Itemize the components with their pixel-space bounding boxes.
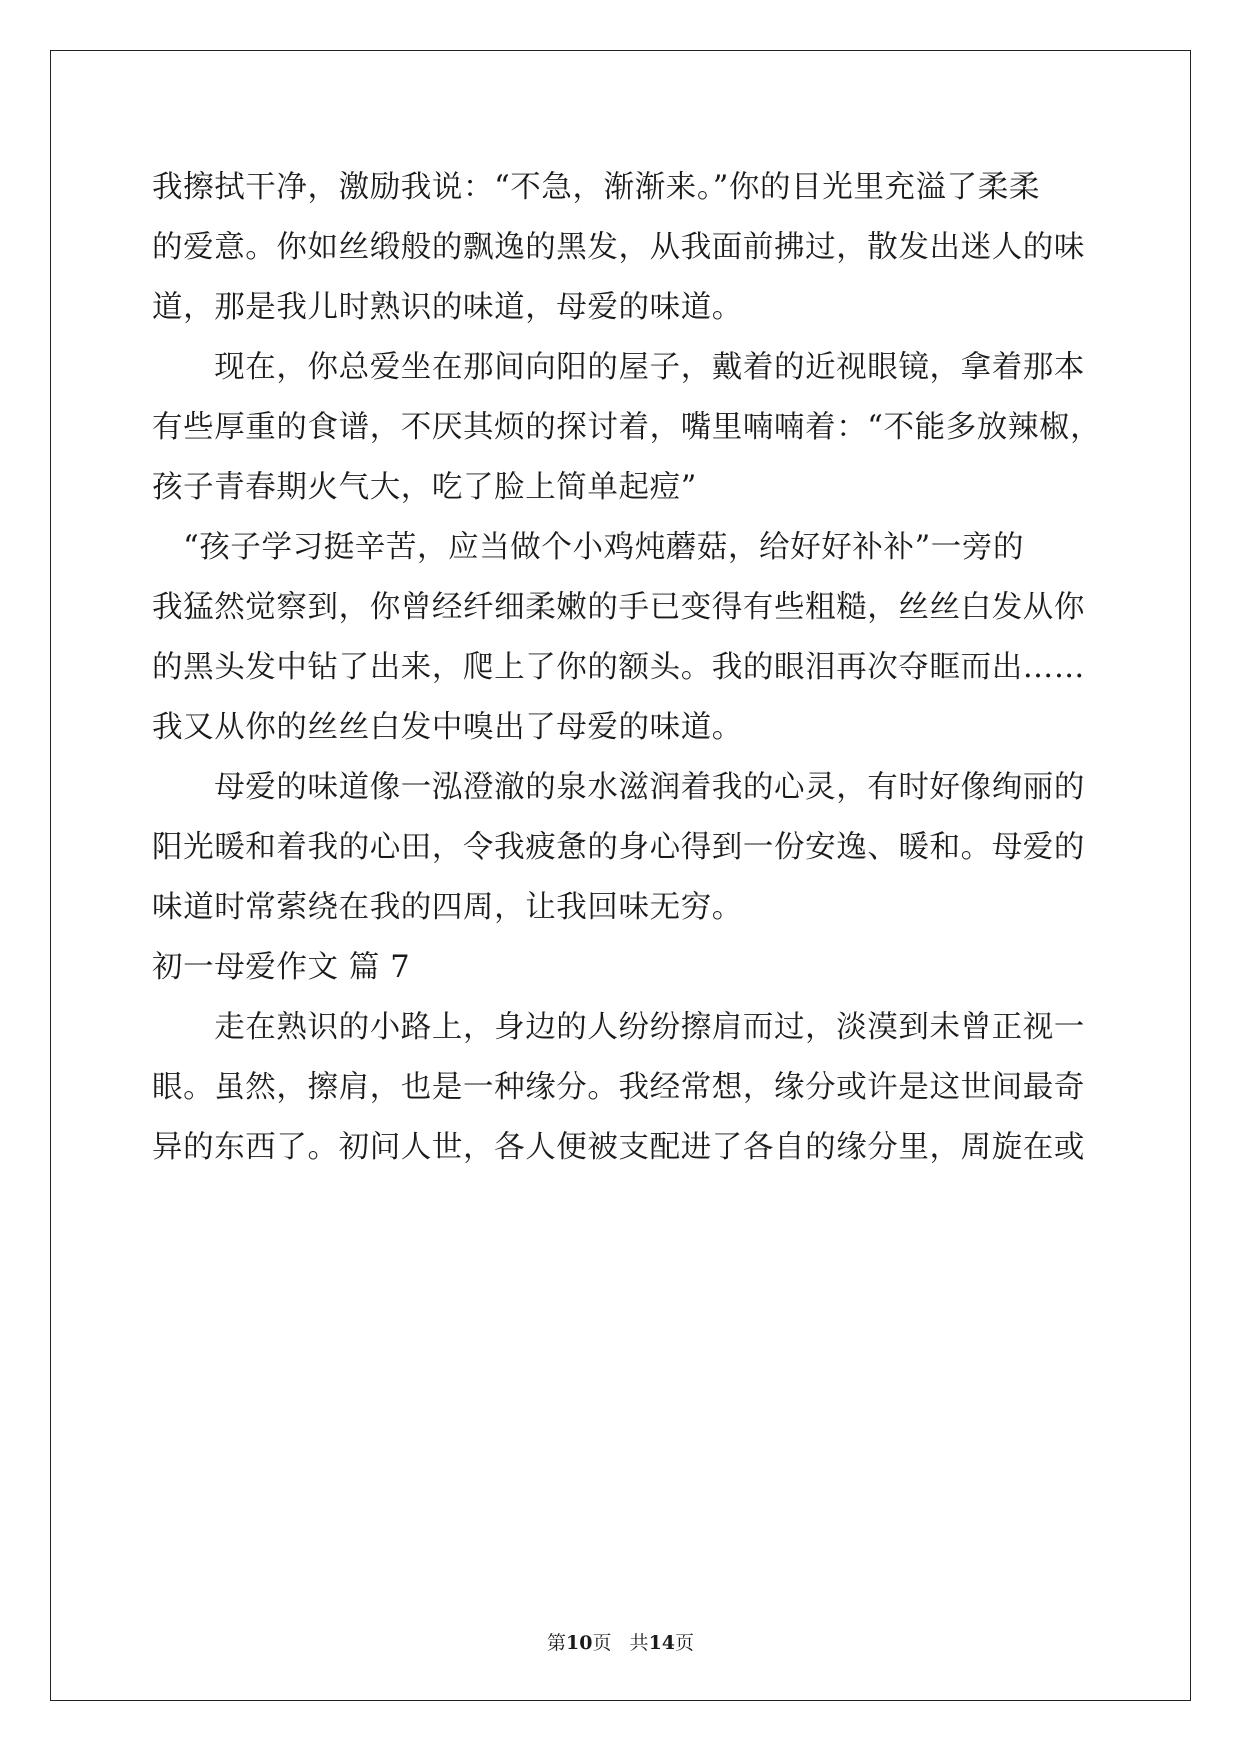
text-line: 的爱意。你如丝缎般的飘逸的黑发，从我面前拂过，散发出迷人的味 [152, 230, 1085, 265]
total-pages-number: 14 [648, 1632, 676, 1654]
document-body [152, 158, 1102, 1178]
footer-mid: 页 共 [592, 1632, 649, 1654]
text-line: 眼。虽然，擦肩，也是一种缘分。我经常想，缘分或许是这世间最奇 [152, 1070, 1085, 1105]
text-line: 现在，你总爱坐在那间向阳的屋子，戴着的近视眼镜，拿着那本 [152, 350, 1085, 385]
text-line: 母爱的味道像一泓澄澈的泉水滋润着我的心灵，有时好像绚丽的 [152, 770, 1085, 805]
text-line: “孩子学习挺辛苦，应当做个小鸡炖蘑菇，给好好补补”一旁的 [152, 530, 1025, 565]
text-line: 有些厚重的食谱，不厌其烦的探讨着，嘴里喃喃着：“不能多放辣椒， [152, 410, 1102, 445]
text-line: 我擦拭干净，激励我说：“不急，渐渐来。”你的目光里充溢了柔柔 [152, 170, 1040, 205]
text-line: 我猛然觉察到，你曾经纤细柔嫩的手已变得有些粗糙，丝丝白发从你 [152, 590, 1085, 625]
text-line: 的黑头发中钻了出来，爬上了你的额头。我的眼泪再次夺眶而出…… [152, 650, 1085, 685]
text-line: 阳光暖和着我的心田，令我疲惫的身心得到一份安逸、暖和。母爱的 [152, 830, 1085, 865]
text-line: 我又从你的丝丝白发中嗅出了母爱的味道。 [152, 710, 743, 745]
footer-suffix: 页 [675, 1632, 695, 1654]
text-line: 走在熟识的小路上，身边的人纷纷擦肩而过，淡漠到未曾正视一 [152, 1010, 1085, 1045]
page-footer [0, 1628, 1241, 1655]
section-heading: 初一母爱作文 篇 7 [152, 950, 411, 985]
current-page-number: 10 [565, 1632, 593, 1654]
footer-prefix: 第 [546, 1632, 566, 1654]
text-line: 孩子青春期火气大，吃了脸上简单起痘” [152, 470, 697, 505]
text-line: 异的东西了。初问人世，各人便被支配进了各自的缘分里，周旋在或 [152, 1130, 1085, 1165]
text-line: 味道时常萦绕在我的四周，让我回味无穷。 [152, 890, 743, 925]
text-line: 道，那是我儿时熟识的味道，母爱的味道。 [152, 290, 743, 325]
